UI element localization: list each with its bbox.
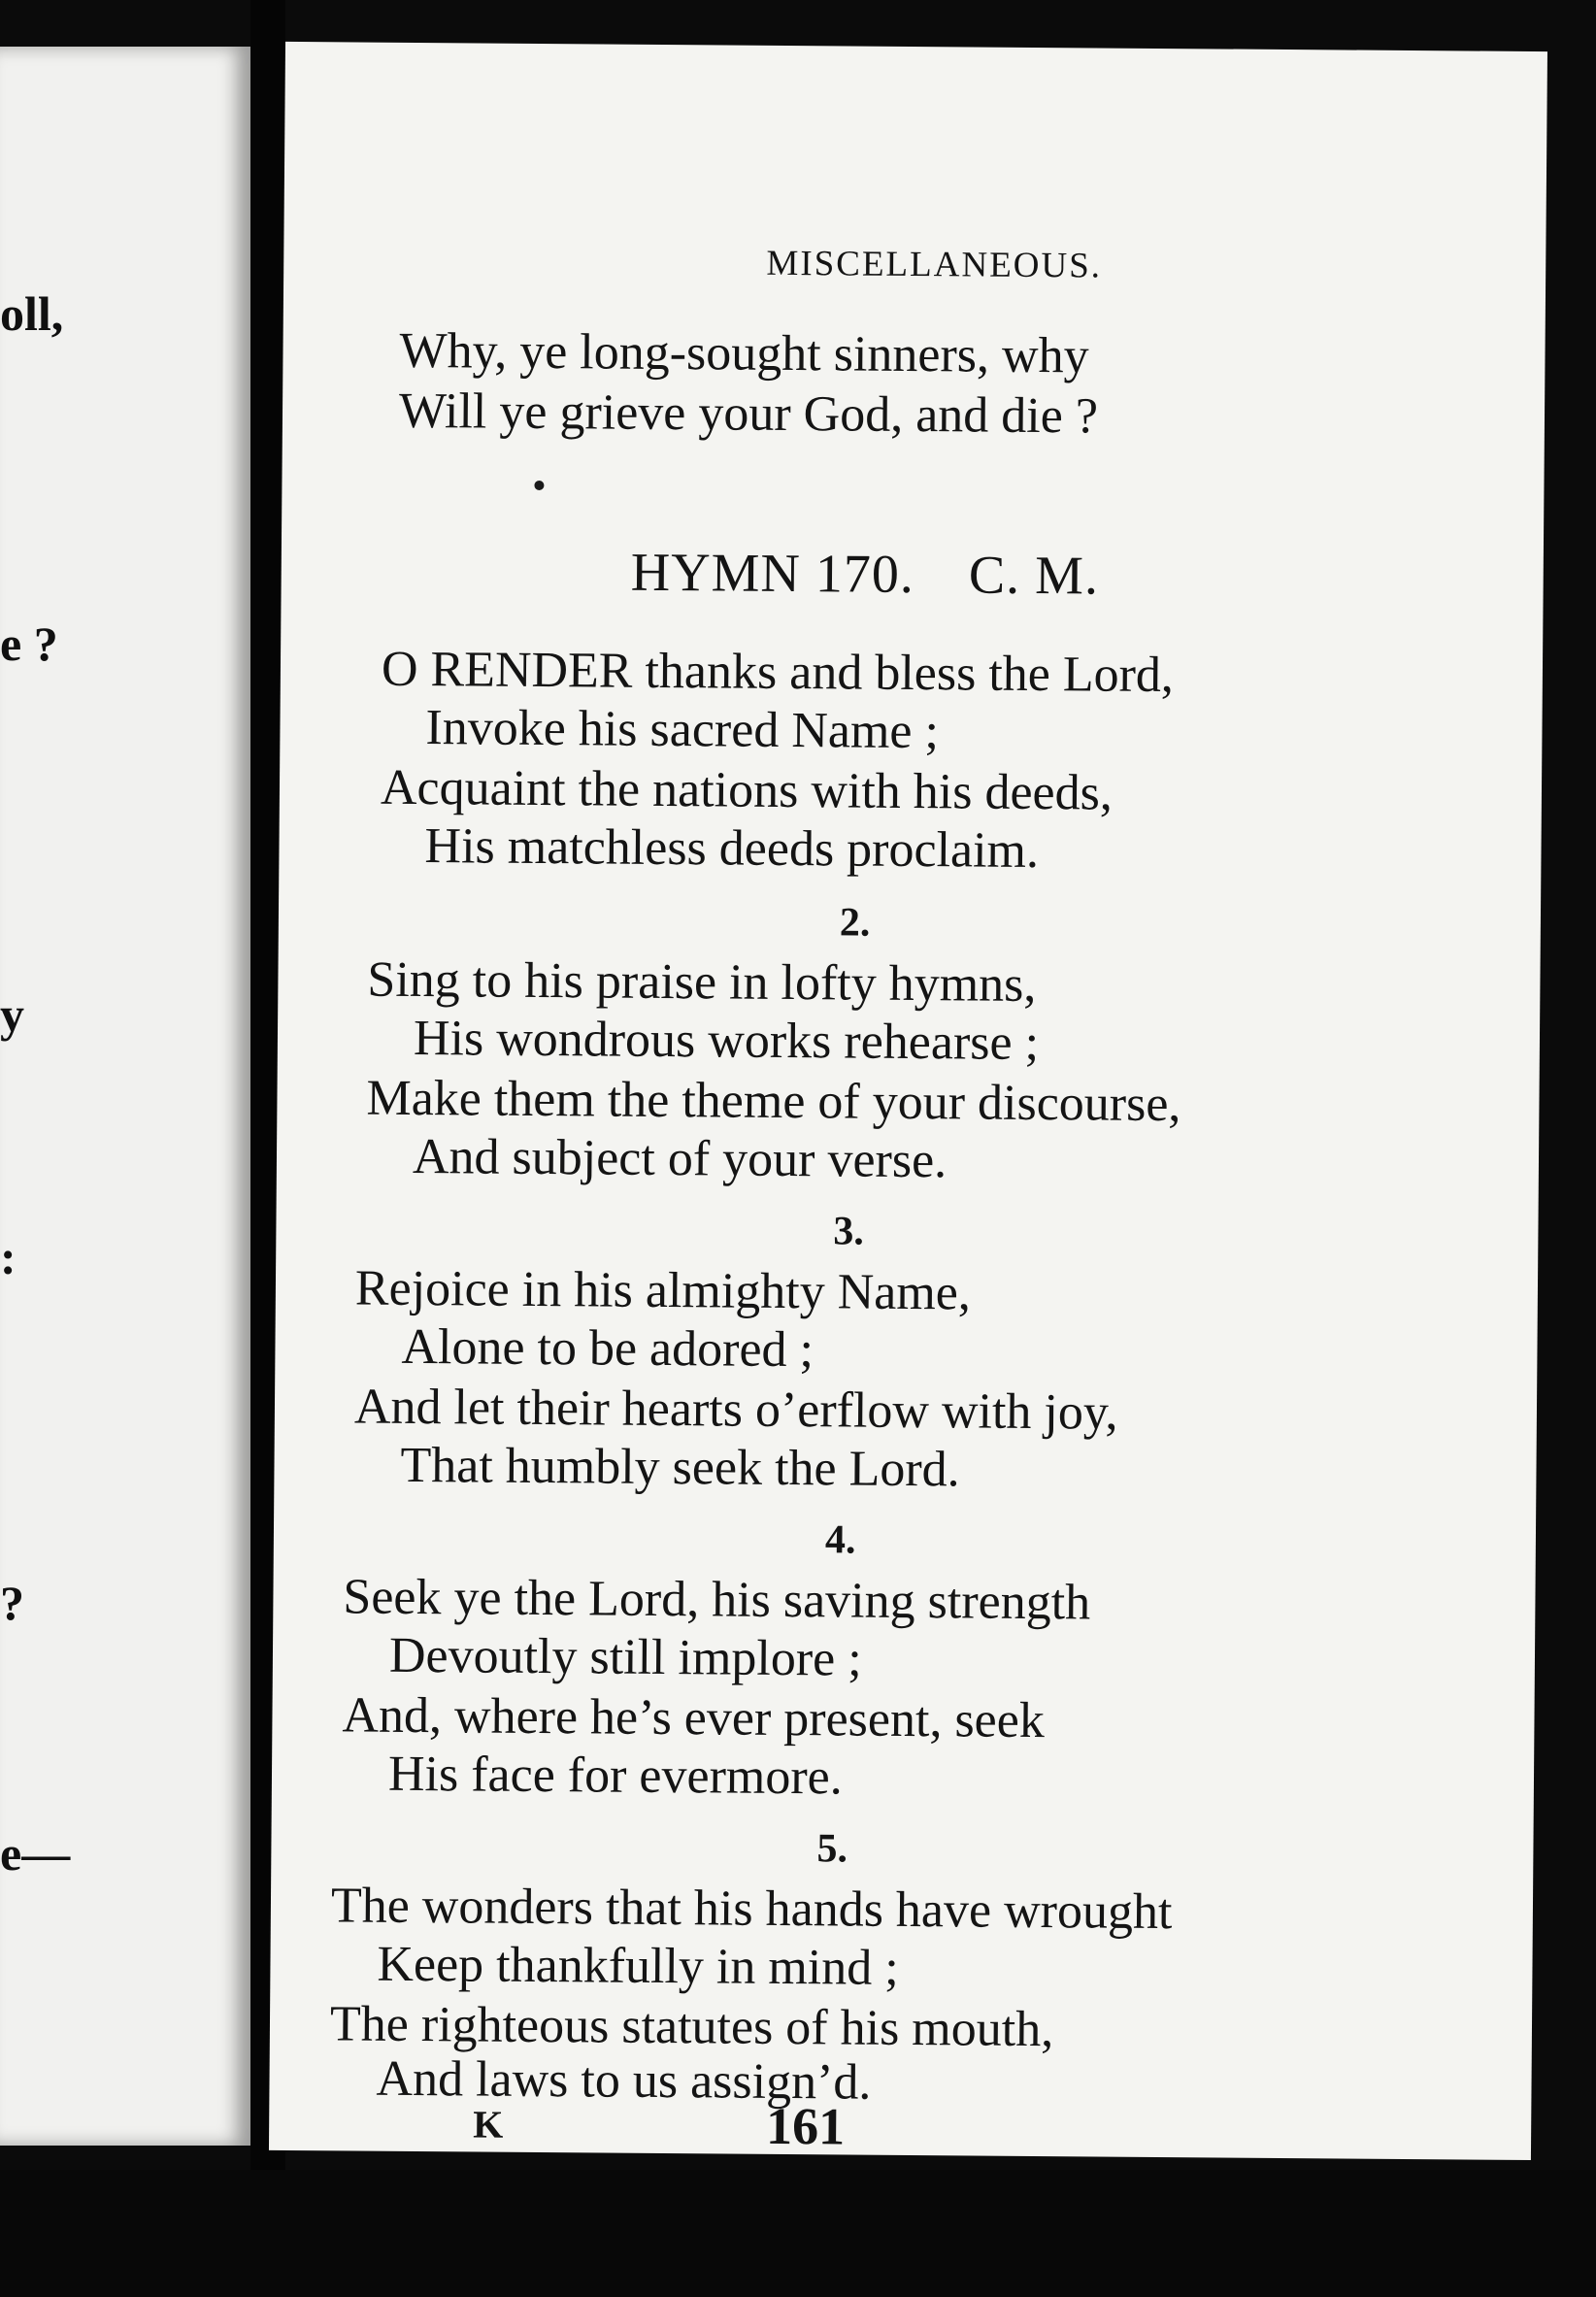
left-page-fragment: e— bbox=[0, 1826, 71, 1881]
left-page-fragment: : bbox=[0, 1230, 17, 1284]
verse-number: 4. bbox=[824, 1517, 856, 1563]
signature-mark: K bbox=[473, 2102, 504, 2147]
hymn-number: HYMN 170. bbox=[630, 542, 915, 605]
intro-line: Will ye grieve your God, and die ? bbox=[398, 383, 1099, 445]
verse-line: Keep thankfully in mind ; bbox=[377, 1936, 899, 1996]
hymn-title bbox=[630, 542, 1099, 608]
verse-line: Make them the theme of your discourse, bbox=[366, 1070, 1181, 1133]
book-page bbox=[269, 42, 1547, 2160]
verse-line: O RENDER thanks and bless the Lord, bbox=[381, 641, 1175, 704]
verse-line: And subject of your verse. bbox=[412, 1128, 948, 1189]
verse-line: The righteous statutes of his mouth, bbox=[329, 1996, 1054, 2058]
page-number: 161 bbox=[765, 2096, 846, 2156]
verse-line: Devoutly still implore ; bbox=[388, 1627, 862, 1687]
left-page-fragment: oll, bbox=[0, 286, 64, 341]
left-page-fragment: e ? bbox=[0, 616, 58, 671]
verse-line: That humbly seek the Lord. bbox=[400, 1437, 960, 1498]
verse-line: Invoke his sacred Name ; bbox=[425, 700, 940, 760]
hymn-metre: C. M. bbox=[968, 545, 1100, 607]
left-page-fragment: y bbox=[0, 987, 24, 1042]
verse-line: Acquaint the nations with his deeds, bbox=[380, 759, 1114, 821]
verse-number: 2. bbox=[839, 900, 871, 946]
verse-line: His face for evermore. bbox=[387, 1746, 843, 1806]
verse-line: And let their hearts o’erflow with joy, bbox=[353, 1379, 1118, 1441]
running-head: MISCELLANEOUS. bbox=[766, 243, 1103, 286]
verse-line: His matchless deeds proclaim. bbox=[424, 818, 1040, 880]
left-facing-page bbox=[0, 47, 250, 2146]
verse-line: And, where he’s ever present, seek bbox=[342, 1687, 1046, 1749]
verse-number: 3. bbox=[833, 1209, 865, 1254]
verse-line: Rejoice in his almighty Name, bbox=[354, 1260, 972, 1321]
verse-line: Seek ye the Lord, his saving strength bbox=[343, 1569, 1091, 1631]
stray-mark bbox=[534, 481, 544, 490]
verse-number: 5. bbox=[816, 1826, 848, 1872]
left-page-fragment: ? bbox=[0, 1576, 24, 1630]
verse-line: The wonders that his hands have wrought bbox=[330, 1878, 1173, 1941]
intro-line: Why, ye long-sought sinners, why bbox=[399, 322, 1089, 384]
verse-line: And laws to us assign’d. bbox=[376, 2050, 872, 2111]
verse-line: Sing to his praise in lofty hymns, bbox=[367, 951, 1037, 1013]
scan-border bbox=[0, 2170, 1596, 2297]
verse-line: Alone to be adored ; bbox=[401, 1318, 815, 1379]
verse-line: His wondrous works rehearse ; bbox=[413, 1010, 1040, 1072]
